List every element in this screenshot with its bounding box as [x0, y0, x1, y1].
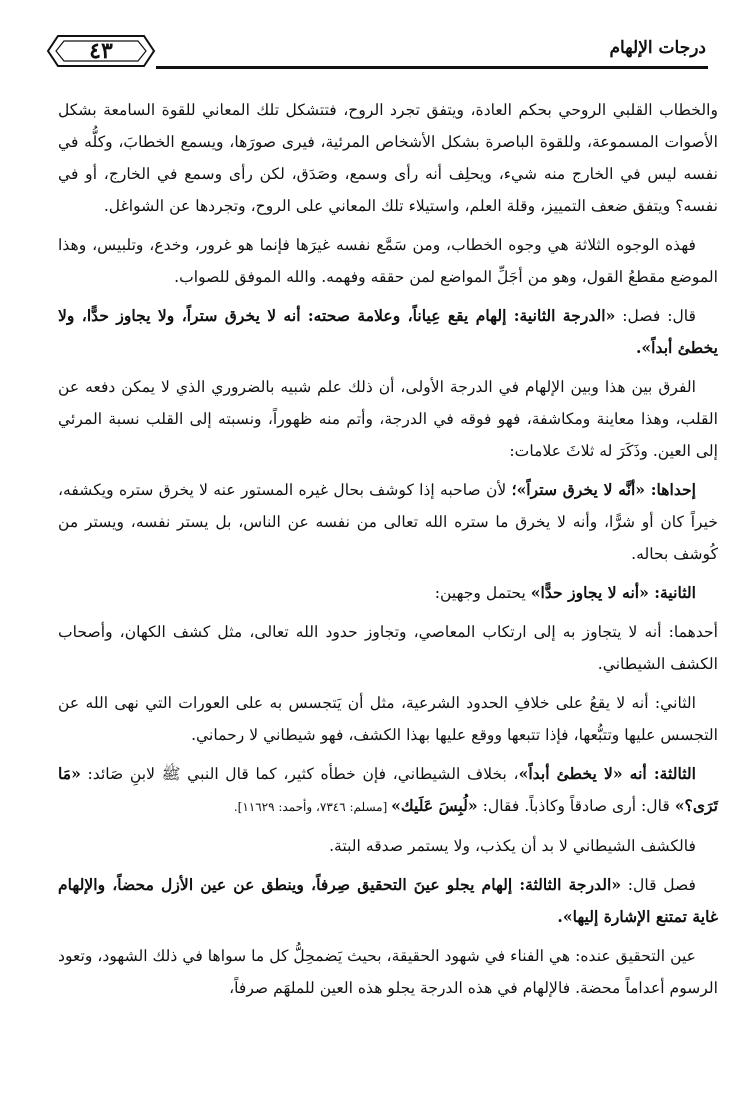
paragraph-5 — [58, 474, 718, 570]
hadith-quote: «مَا تَرَى؟» — [58, 764, 718, 815]
paragraph-11 — [58, 869, 718, 933]
hadith-quote: «لُبِسَ عَلَيك» — [391, 796, 478, 815]
page-header — [40, 28, 708, 76]
running-title: درجات الإلهام — [609, 38, 706, 58]
quoted-heading: «الدرجة الثالثة: إلهام يجلو عينَ التحقيق صِرفاً، وينطق عن عين الأزل محضاً، والإلهام غاية تمتنع الإشارة إليها». — [58, 875, 718, 926]
paragraph-1: والخطاب القلبي الروحي بحكم العادة، ويتفق تجرد الروح، فتتشكل تلك المعاني للقوة السامعة بشكل الأصوات المسموعة، وللقوة الباصرة بشكل الأشخاص المرئية، فيرى صورَها، ويسمع الخطابَ، وكلُّه في نفسه ليس في الخارج منه شيء، ويحلِف أنه رأى وسمع، وصَدَق، لكن رأى وسمع في الخارج، أو في نفسه؟ ويتفق ضعف التمييز، وقلة العلم، واستيلاء تلك المعاني على الروح، وتجردها عن الشواغل. — [58, 101, 718, 215]
paragraph-text: يحتمل وجهين: — [434, 584, 531, 602]
paragraph-2: فهذه الوجوه الثلاثة هي وجوه الخطاب، ومن سَمَّع نفسه غيرَها فإنما هو غرور، وخدع، وتلبيس، وهذا الموضع مقطعُ القول، وهو من أجَلِّ المواضع لمن حققه وفهمه. والله الموفق للصواب. — [58, 236, 718, 286]
paragraph-text: لأن صاحبه إذا كوشف بحال غيره المستور عنه لا يخرق ستره ويكشفه، خيراً كان أو شرًّا، وأنه لا يخرق ما ستره الله تعالى من نفسه عن الناس، بل يستر نفسه، ويستر من كُوشف بحاله. — [58, 481, 718, 563]
paragraph-7: أحدهما: أنه لا يتجاوز به إلى ارتكاب المعاصي، وتجاوز حدود الله تعالى، مثل كشف الكهان، وأصحاب الكشف الشيطاني. — [58, 623, 718, 673]
paragraph-3 — [58, 300, 718, 364]
page-number: ٤٣ — [89, 38, 113, 64]
sign-heading: الثالثة: أنه «لا يخطئ أبداً» — [518, 764, 696, 783]
paragraph-8: الثاني: أنه لا يقعُ على خلافِ الحدود الشرعية، مثل أن يَتجسس به على العورات التي نهى الله عن التجسس عليها وتتبُّعها، فإذا تتبعها ووقع عليها بهذا الكشف، فهو شيطاني لا رحماني. — [58, 694, 718, 744]
section-lead: فصل قال: — [621, 876, 696, 894]
paragraph-9 — [58, 758, 718, 823]
quoted-heading: «الدرجة الثانية: إلهام يقع عِياناً، وعلامة صحته: أنه لا يخرق ستراً، ولا يجاوز حدًّا، ولا يخطئ أبداً». — [58, 306, 718, 357]
paragraph-4: الفرق بين هذا وبين الإلهام في الدرجة الأولى، أن ذلك علم شبيه بالضروري الذي لا يمكن دفعه عن القلب، وهذا معاينة ومكاشفة، فهو فوقه في الدرجة، وأتم منه ظهوراً، ونسبته إلى القلب نسبة المرئي إلى العين. وذَكَرَ له ثلاثَ علامات: — [58, 378, 718, 460]
section-lead: قال: فصل: — [615, 307, 696, 325]
paragraph-6 — [58, 577, 718, 609]
paragraph-text: ، بخلاف الشيطاني، فإن خطأه كثير، كما قال النبي ﷺ لابنِ صَائد: — [80, 765, 519, 783]
header-rule — [156, 66, 708, 69]
sign-heading: إحداها: «أنَّه لا يخرق ستراً»؛ — [511, 480, 696, 499]
sign-heading: الثانية: «أنه لا يجاوز حدًّا» — [530, 583, 696, 602]
body-text — [58, 94, 718, 1011]
paragraph-text: قال: أرى صادقاً وكاذباً. فقال: — [477, 797, 675, 815]
paragraph-12: عين التحقيق عنده: هي الفناء في شهود الحقيقة، بحيث يَضمحِلُّ كل ما سواها في ذلك الشهود، وتعود الرسوم أعداماً محضة. فالإلهام في هذه الدرجة يجلو هذه العين للملهَم صرفاً، — [58, 947, 718, 997]
paragraph-10: فالكشف الشيطاني لا بد أن يكذب، ولا يستمر صدقه البتة. — [329, 837, 696, 855]
citation: [مسلم: ٧٣٤٦، وأحمد: ١١٦٢٩]. — [233, 800, 392, 814]
